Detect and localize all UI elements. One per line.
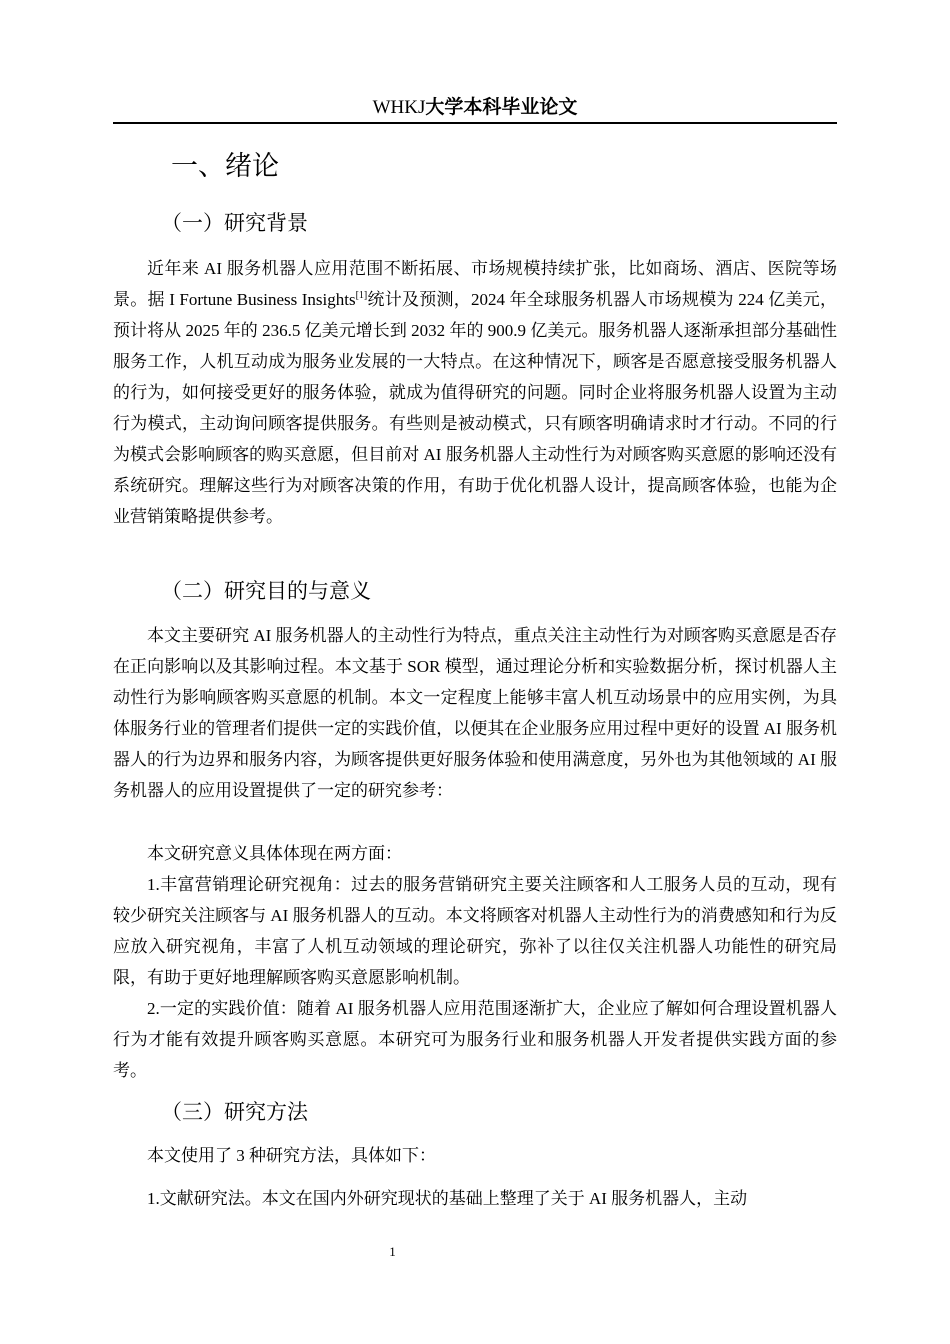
paragraph-text: 统计及预测，2024 年全球服务机器人市场规模为 224 亿美元，预计将从 2025 年的 236.5 亿美元增长到 2032 年的 900.9 亿美元。服务机器人逐渐承担部分基础性服务工作，人机互动成为服务业发展的一大特点。在这种情况下，顾客是否愿意接受服务机器人的行为，如何接受更好的服务体验，就成为值得研究的问题。同时企业将服务机器人设置为主动行为模式，主动询问顾客提供服务。有些则是被动模式，只有顾客明确请求时才行动。不同的行为模式会影响顾客的购买意愿，但目前对 AI 服务机器人主动性行为对顾客购买意愿的影响还没有系统研究。理解这些行为对顾客决策的作用，有助于优化机器人设计，提高顾客体验，也能为企业营销策略提供参考。 (113, 290, 838, 526)
paragraph-method-intro: 本文使用了 3 种研究方法，具体如下： (147, 1146, 436, 1165)
paragraph-text: 近年来 AI 服务机器人应用范围不断拓展、市场规模持续扩张，比如商场、酒店、医院等场景。据 I Fortune Business Insights (113, 259, 837, 309)
paragraph-method-1: 1.文献研究法。本文在国内外研究现状的基础上整理了关于 AI 服务机器人，主动 (147, 1189, 748, 1208)
chapter-title: 一、绪论 (171, 151, 279, 182)
section-heading-purpose: （二）研究目的与意义 (161, 579, 371, 603)
paragraph-background (113, 253, 837, 532)
citation-ref: [1] (355, 290, 368, 301)
paragraph-significance-2: 2.一定的实践价值：随着 AI 服务机器人应用范围逐渐扩大，企业应了解如何合理设置机器人行为才能有效提升顾客购买意愿。本研究可为服务行业和服务机器人开发者提供实践方面的参考。 (113, 999, 837, 1080)
running-header (113, 95, 837, 124)
paragraph-purpose: 本文主要研究 AI 服务机器人的主动性行为特点，重点关注主动性行为对顾客购买意愿是否存在正向影响以及其影响过程。本文基于 SOR 模型，通过理论分析和实验数据分析，探讨机器人主动性行为影响顾客购买意愿的机制。本文一定程度上能够丰富人机互动场景中的应用实例，为具体服务行业的管理者们提供一定的实践价值，以便其在企业服务应用过程中更好的设置 AI 服务机器人的行为边界和服务内容，为顾客提供更好服务体验和使用满意度，另外也为其他领域的 AI 服务机器人的应用设置提供了一定的研究参考： (113, 626, 837, 800)
page-number: 1 (389, 1244, 396, 1259)
paragraph-significance-1: 1.丰富营销理论研究视角：过去的服务营销研究主要关注顾客和人工服务人员的互动，现有较少研究关注顾客与 AI 服务机器人的互动。本文将顾客对机器人主动性行为的消费感知和行为反应放入研究视角，丰富了人机互动领域的理论研究，弥补了以往仅关注机器人功能性的研究局限，有助于更好地理解顾客购买意愿影响机制。 (113, 875, 837, 987)
header-latin: WHKJ (372, 97, 426, 118)
section-heading-method: （三）研究方法 (161, 1100, 308, 1124)
header-title: 大学本科毕业论文 (425, 96, 578, 118)
paragraph-significance-intro: 本文研究意义具体体现在两方面： (147, 844, 402, 863)
section-heading-background: （一）研究背景 (161, 211, 308, 235)
